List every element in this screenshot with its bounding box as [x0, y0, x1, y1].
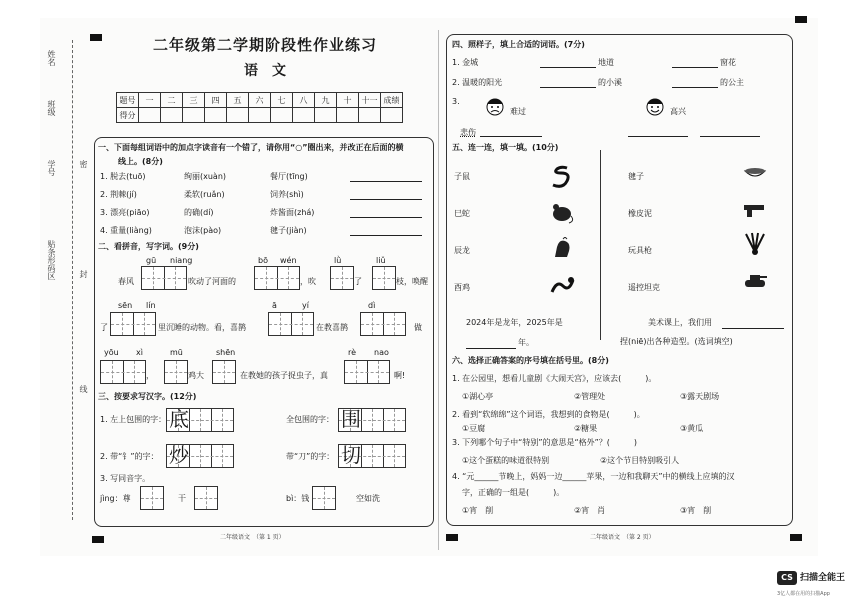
q2-text: 在教她的孩子捉虫子，真 [240, 371, 328, 380]
q6-option[interactable]: ②宵 肖 [574, 506, 606, 515]
pinyin-label: lǜ [334, 256, 342, 265]
q4-r3b: 高兴 [670, 107, 686, 116]
footer-left: 二年级语文 （第 1 页） [220, 534, 285, 541]
pinyin-label: sēn [118, 301, 133, 310]
pinyin-label: yōu [104, 348, 119, 357]
q1-word: 1. 脱去(tuō) [100, 172, 146, 181]
writing-grid[interactable] [141, 266, 187, 290]
score-cell[interactable] [293, 108, 315, 123]
q3-line1b: 全包围的字： [286, 415, 334, 424]
writing-grid[interactable] [100, 360, 146, 384]
q3-title: 三、按要求写汉字。(12分) [98, 392, 197, 401]
pinyin-label: shēn [216, 348, 236, 357]
example-char: 切 [341, 443, 361, 467]
q6-question-cont: 字，正确的一组是( )。 [462, 488, 565, 497]
answer-line[interactable] [350, 199, 422, 200]
answer-line[interactable] [350, 217, 422, 218]
writing-grid[interactable] [164, 360, 188, 384]
score-header-cell: 二 [161, 93, 183, 108]
score-cell[interactable] [337, 108, 359, 123]
q5-fill2: 美术课上，我们用 [648, 318, 712, 327]
writing-grid[interactable] [194, 486, 218, 510]
dragon-icon [549, 274, 575, 298]
q1-word: 炸酱面(zhá) [270, 208, 315, 217]
q5-fill3: 捏(niē)出各种造型。(选词填空) [620, 337, 733, 346]
pinyin-label: wén [280, 256, 297, 265]
writing-grid[interactable] [110, 312, 156, 336]
score-cell[interactable] [315, 108, 337, 123]
footer-right: 二年级语文 （第 2 页） [590, 534, 655, 541]
score-cell[interactable] [271, 108, 293, 123]
q1-word: 毽子(jiàn) [270, 226, 307, 235]
answer-line[interactable] [672, 87, 718, 88]
q3-line2a: 2. 带“钅”的字： [100, 452, 159, 461]
registration-mark [446, 534, 458, 541]
q4-r3c: 悲伤 [460, 128, 476, 137]
watermark-sub: 3亿人都在用的扫描App [777, 591, 830, 597]
writing-grid[interactable] [140, 486, 164, 510]
score-cell[interactable] [381, 108, 403, 123]
score-cell[interactable] [205, 108, 227, 123]
zodiac-label: 酉鸡 [454, 283, 470, 292]
score-header-cell: 九 [315, 93, 337, 108]
q2-text: 春风 [118, 277, 134, 286]
q6-option[interactable]: ②糖果 [574, 424, 598, 433]
toy-label: 毽子 [628, 172, 644, 181]
q1-title-2: 线上。(8分) [118, 157, 163, 166]
answer-line[interactable] [540, 87, 596, 88]
answer-line[interactable] [672, 67, 718, 68]
side-label: 线 [79, 385, 88, 393]
q2-text: ， [146, 371, 154, 380]
q3-p3: bì：钱 [286, 494, 310, 503]
pinyin-label: gū [146, 256, 157, 265]
answer-line [628, 136, 688, 137]
side-label: 封 [79, 270, 88, 278]
q5-title: 五、连一连，填一填。(10分) [452, 143, 559, 152]
q3-p1: jìng：尊 [100, 494, 131, 503]
q1-title: 一、下面每组词语中的加点字读音有一个错了，请你用“○”圈出来，并改正在后面的横 [98, 143, 404, 152]
example-char: 底 [169, 407, 189, 431]
writing-grid[interactable] [330, 266, 354, 290]
writing-grid[interactable] [268, 312, 314, 336]
q2-text: ，吹 [300, 277, 316, 286]
q6-option[interactable]: ③黄瓜 [680, 424, 704, 433]
score-cell[interactable] [227, 108, 249, 123]
q4-r3a: 难过 [510, 107, 526, 116]
score-header-cell: 八 [293, 93, 315, 108]
q6-question: 3. 下列哪个句子中“特别”的意思是“格外”？( ) [452, 438, 637, 447]
sad-face-icon [485, 96, 505, 116]
score-header-cell: 一 [139, 93, 161, 108]
q2-title: 二、看拼音，写字词。(9分) [98, 242, 199, 251]
q1-word: 柔软(ruǎn) [184, 190, 225, 199]
q2-text: 了 [354, 277, 362, 286]
score-cell[interactable] [249, 108, 271, 123]
q2-text: 枝，唤醒 [396, 277, 428, 286]
answer-line[interactable] [350, 181, 422, 182]
q1-word: 2. 荆棘(jí) [100, 190, 137, 199]
score-header-cell: 题号 [117, 93, 139, 108]
page-divider [438, 30, 439, 550]
q3-line1a: 1. 左上包围的字： [100, 415, 167, 424]
registration-mark [795, 16, 807, 23]
answer-line[interactable] [350, 235, 422, 236]
rat-icon [549, 201, 575, 225]
score-header-cell: 三 [183, 93, 205, 108]
toy-label: 遥控坦克 [628, 283, 660, 292]
score-cell[interactable] [161, 108, 183, 123]
registration-mark [790, 534, 802, 541]
pinyin-label: dì [368, 301, 376, 310]
q4-item: 2. 温暖的阳光 [452, 78, 503, 87]
score-header-cell: 十一 [359, 93, 381, 108]
q4-item: 的公主 [720, 78, 744, 87]
score-header-cell: 五 [227, 93, 249, 108]
answer-line[interactable] [540, 67, 596, 68]
q3-p2: 干 [178, 494, 186, 503]
happy-face-icon [645, 96, 665, 116]
zodiac-label: 子鼠 [454, 172, 470, 181]
pinyin-label: ā [272, 301, 277, 310]
q2-text: 做 [414, 323, 422, 332]
q3-line3: 3. 写同音字。 [100, 474, 151, 483]
q1-word: 饲养(shì) [270, 190, 304, 199]
side-label: 密 [79, 160, 88, 168]
pinyin-label: liǔ [376, 256, 386, 265]
example-char: 炒 [169, 443, 189, 467]
q4-item: 的小溪 [598, 78, 622, 87]
answer-line [700, 136, 760, 137]
zodiac-label: 巳蛇 [454, 209, 470, 218]
score-cell[interactable] [183, 108, 205, 123]
score-header-cell: 十 [337, 93, 359, 108]
q6-option[interactable]: ②管理处 [574, 392, 606, 401]
shuttlecock-icon [742, 230, 768, 256]
pinyin-label: xì [136, 348, 143, 357]
q6-option[interactable]: ③露天剧场 [680, 392, 720, 401]
watermark-name: 扫描全能王 [800, 573, 846, 583]
binding-strip [42, 40, 92, 530]
registration-mark [92, 536, 104, 543]
q4-item: 窗花 [720, 58, 736, 67]
q1-word: 3. 漂亮(piāo) [100, 208, 150, 217]
toy-label: 玩具枪 [628, 246, 652, 255]
q6-question: 1. 在公园里，想看儿童剧《大闹天宫》，应该去( )。 [452, 374, 657, 383]
q6-question: 4. “元______节晚上，妈妈一边______苹果，一边和我聊天”中的横线上应填的汉 [452, 472, 735, 481]
pinyin-label: bō [258, 256, 268, 265]
side-label: 贴条形码区 [47, 240, 56, 280]
pinyin-label: yí [302, 301, 309, 310]
zodiac-label: 辰龙 [454, 246, 470, 255]
q5-fill1b: 年。 [518, 338, 534, 347]
q6-title: 六、选择正确答案的序号填在括号里。(8分) [452, 356, 609, 365]
q6-option[interactable]: ①宵 削 [462, 506, 494, 515]
subject-title: 语 文 [244, 63, 286, 79]
writing-grid[interactable] [312, 486, 336, 510]
rooster-icon [549, 237, 575, 261]
q1-word: 绚丽(xuàn) [184, 172, 227, 181]
writing-grid[interactable] [372, 266, 396, 290]
answer-line [466, 348, 516, 349]
example-char: 围 [341, 407, 361, 431]
score-cell[interactable] [359, 108, 381, 123]
q4-title: 四、照样子，填上合适的词语。(7分) [452, 40, 585, 49]
q3-p4: 空如洗 [356, 494, 380, 503]
writing-grid[interactable] [212, 360, 236, 384]
pinyin-label: nao [374, 348, 389, 357]
q2-text: 了 [100, 323, 108, 332]
pinyin-label: rè [348, 348, 357, 357]
answer-line [722, 328, 784, 329]
answer-line [480, 136, 542, 137]
writing-grid[interactable] [344, 360, 390, 384]
score-header-cell: 四 [205, 93, 227, 108]
q1-word: 餐厅(tīng) [270, 172, 308, 181]
q4-item: 1. 金城 [452, 58, 479, 67]
q1-word: 泡沫(pào) [184, 226, 222, 235]
q2-text: 吹动了河面的 [188, 277, 236, 286]
q2-text: 啊! [394, 371, 406, 380]
q2-text: 鸡大 [188, 371, 204, 380]
toy-label: 橡皮泥 [628, 209, 652, 218]
score-header-cell: 成绩 [381, 93, 403, 108]
q1-word: 的确(dí) [184, 208, 214, 217]
q4-item: 地道 [598, 58, 614, 67]
side-label: 学号 [47, 160, 56, 176]
side-label: 姓名 [47, 50, 56, 66]
writing-grid[interactable] [254, 266, 300, 290]
q6-question: 2. 看到“软绵绵”这个词语，我想到的食物是( )。 [452, 410, 645, 419]
q6-option[interactable]: ③宵 削 [680, 506, 712, 515]
q2-text: 里沉睡的动物。看，喜鹊 [158, 323, 246, 332]
q6-option[interactable]: ①这个蛋糕的味道很特别 [462, 456, 550, 465]
q6-option[interactable]: ①湖心亭 [462, 392, 494, 401]
q3-line2b: 带“刀”的字： [286, 452, 335, 461]
pinyin-label: lín [146, 301, 156, 310]
toy-gun-icon [742, 199, 768, 219]
scanner-logo-icon: CS [777, 571, 797, 585]
q1-word: 4. 重量(liàng) [100, 226, 152, 235]
score-header-cell: 七 [271, 93, 293, 108]
side-label: 班级 [47, 100, 56, 116]
score-table [116, 92, 403, 123]
column-divider [600, 150, 601, 340]
bowl-icon [742, 163, 768, 183]
pinyin-label: niang [170, 256, 193, 265]
score-cell: 得分 [117, 108, 139, 123]
writing-grid[interactable] [360, 312, 406, 336]
q6-option[interactable]: ①豆腐 [462, 424, 486, 433]
pinyin-label: mū [170, 348, 183, 357]
snake-icon [549, 165, 575, 189]
q5-fill1: 2024年是龙年，2025年是 [466, 318, 563, 327]
exam-title: 二年级第二学期阶段性作业练习 [152, 36, 377, 54]
q6-option[interactable]: ②这个节目特别吸引人 [600, 456, 680, 465]
q2-text: 在教喜鹊 [316, 323, 348, 332]
score-header-cell: 六 [249, 93, 271, 108]
tank-icon [742, 266, 768, 292]
score-cell[interactable] [139, 108, 161, 123]
q4-r3-num: 3. [452, 97, 460, 106]
